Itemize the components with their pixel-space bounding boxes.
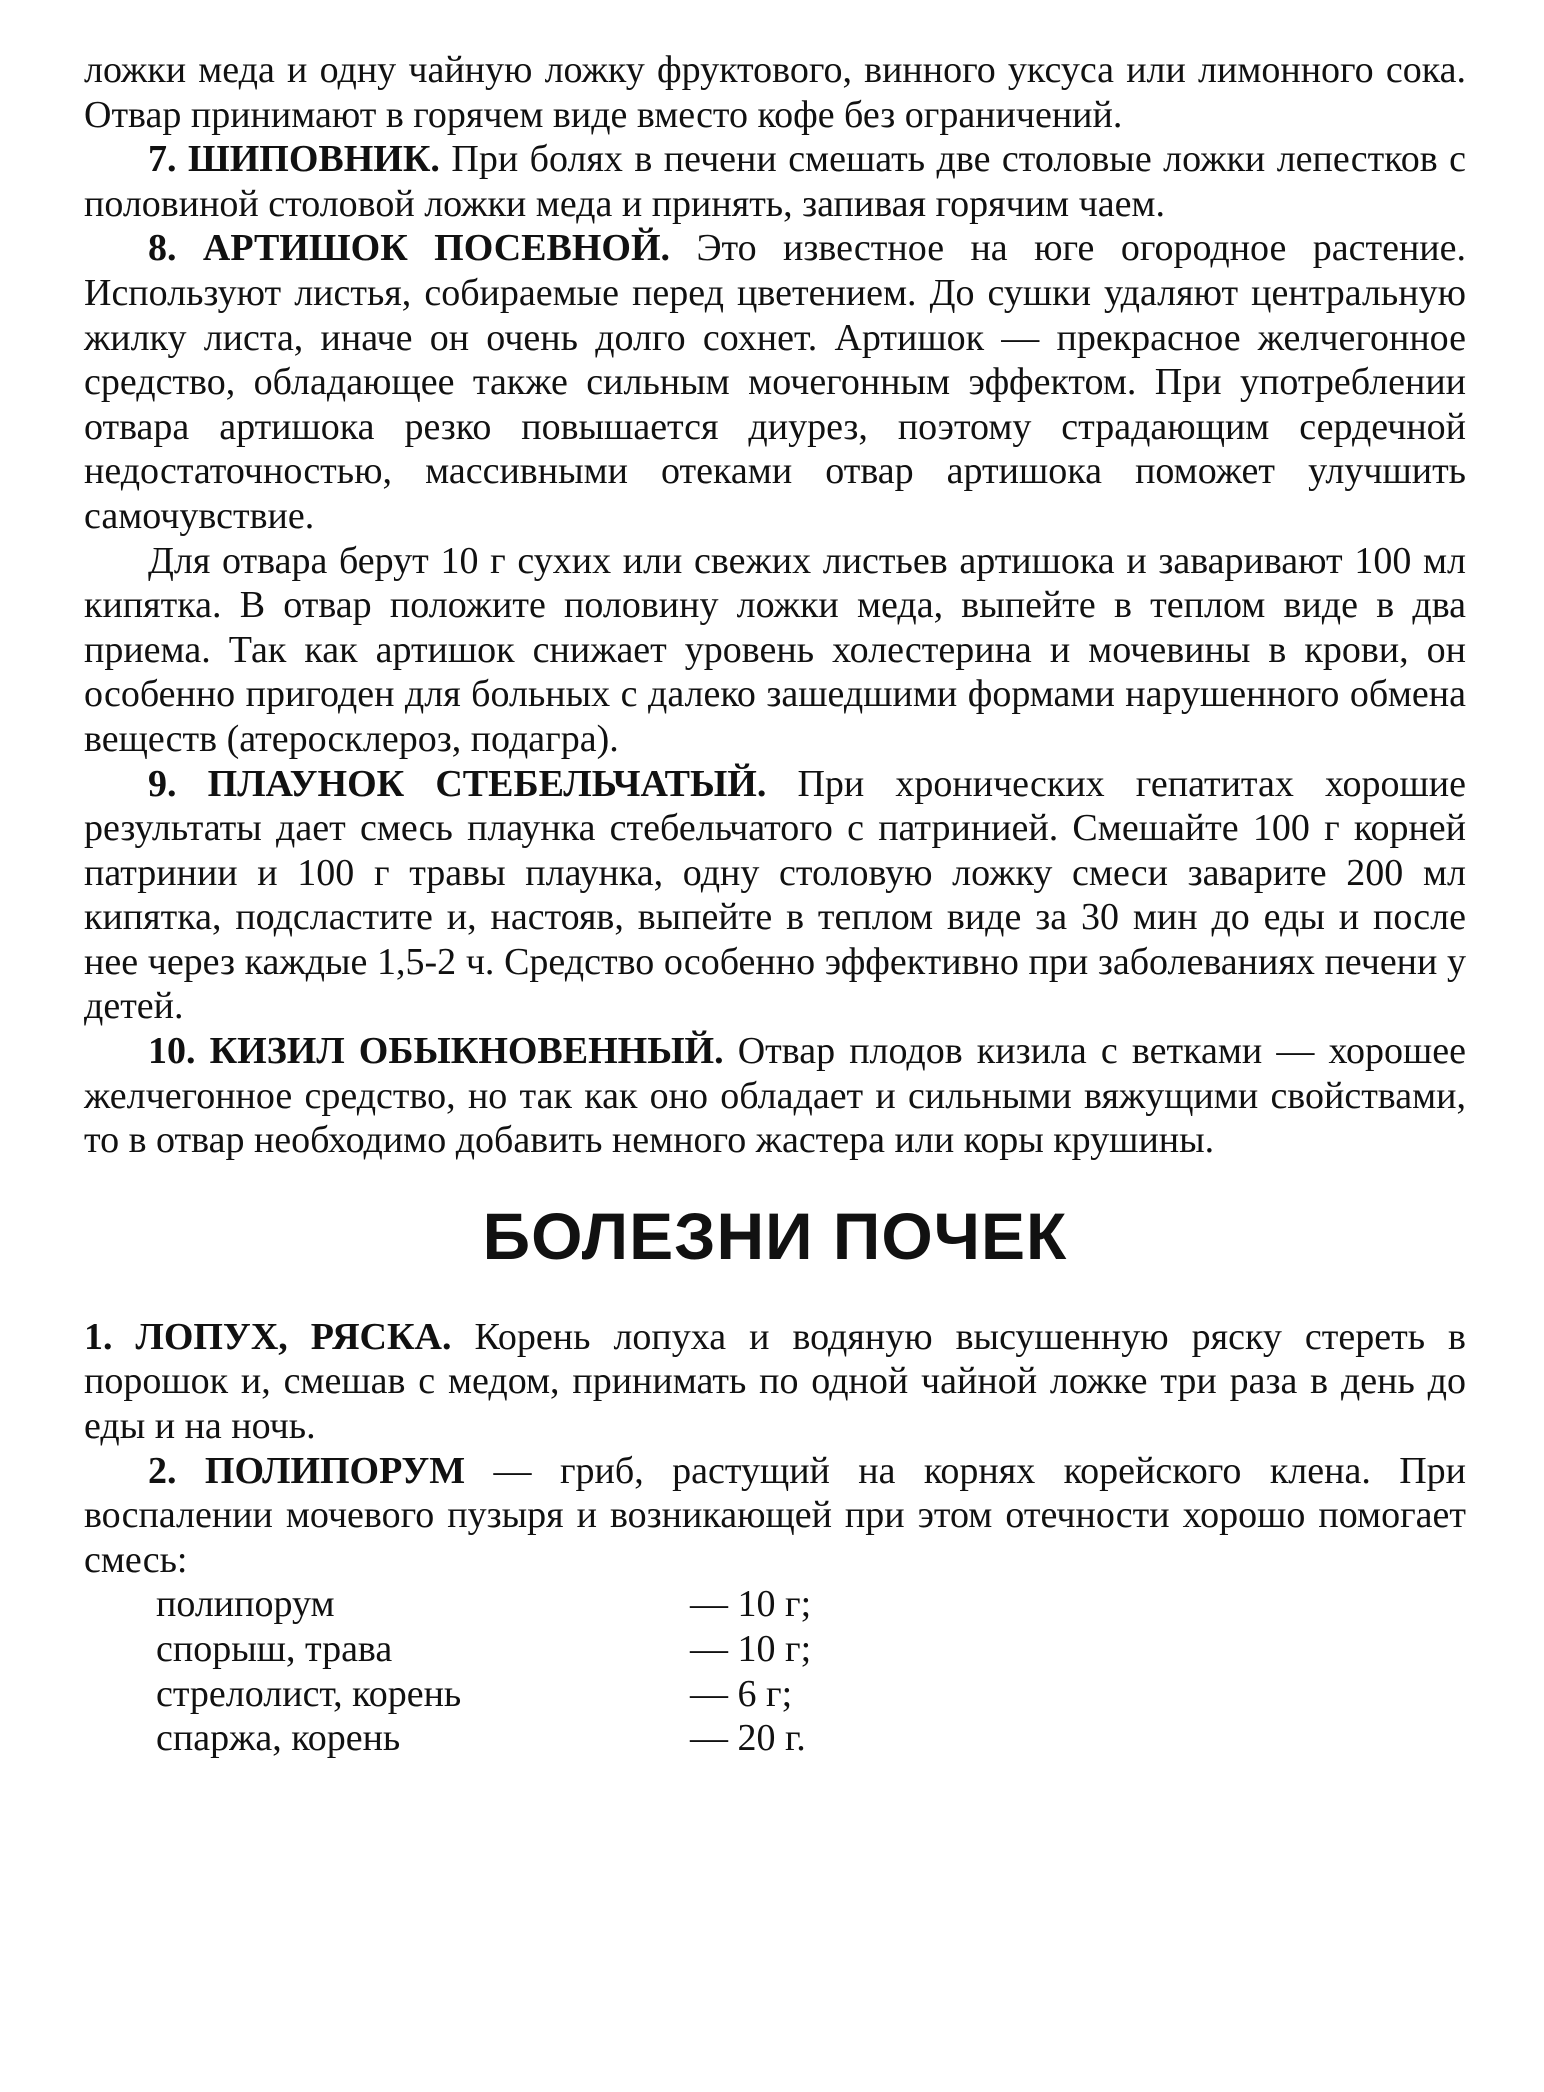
item-title: 7. ШИПОВНИК. [148,138,440,181]
section-heading: БОЛЕЗНИ ПОЧЕК [482,1198,1068,1273]
item-artichoke-decoction [84,539,1466,762]
item-title: 9. ПЛАУНОК СТЕБЕЛЬЧАТЫЙ. [148,762,767,805]
recipe-ingredient: спорыш, трава [156,1628,393,1670]
item-polyporum [84,1449,1466,1583]
item-text: Отвар плодов кизила с ветками — хорошее желчегонное средство, но так как оно обладает и сильными вяжущими свойствами, то в отвар необходимо добавить немного жастера или коры крушины. [84,1030,1466,1162]
item-title: 10. КИЗИЛ ОБЫКНОВЕННЫЙ. [148,1030,724,1073]
item-text: — гриб, растущий на корнях корейского клена. При воспалении мочевого пузыря и возникающей при этом отечности хорошо помогает смесь: [84,1449,1466,1581]
recipe-row [156,1716,876,1761]
recipe-amount: — 6 г; [690,1672,793,1715]
item-text: Это известное на юге огородное растение. Используют листья, собираемые перед цветением. До сушки удаляют центральную жилку листа, иначе он очень долго сохнет. Артишок — прекрасное желчегонное средство, обладающее также сильным мочегонным эффектом. При употреблении отвара артишока резко повышается диурез, поэтому страдающим сердечной недостаточностью, массивными отеками отвар артишока поможет улучшить самочувствие. [84,227,1467,537]
recipe-ingredient: стрелолист, корень [156,1672,462,1715]
recipe-amount: — 10 г; [690,1583,812,1626]
item-text: При хронических гепатитах хорошие результаты дает смесь плаунка стебельчатого с патринией. Смешайте 100 г корней патринии и 100 г травы плаунка, одну столовую ложку смеси заварите 200 мл кипятка, подсластите и, настояв, выпейте в теплом виде за 30 мин до еды и после нее через каждые 1,5-2 ч. Средство особенно эффективно при заболеваниях печени у детей. [84,762,1467,1028]
recipe-ingredient: спаржа, корень [156,1717,401,1760]
item-rosehip [84,137,1466,226]
recipe-row [156,1672,876,1717]
item-burdock [84,1315,1466,1449]
recipe-ingredient: полипорум [156,1583,335,1626]
item-text: Для отвара берут 10 г сухих или свежих листьев артишока и заваривают 100 мл кипятка. В отвар положите половину ложки меда, выпейте в теплом виде в два приема. Так как артишок снижает уровень холестерина и мочевины в крови, он особенно пригоден для больных с далеко зашедшими формами нарушенного обмена веществ (атеросклероз, подагра). [84,539,1466,760]
section-heading-wrap [84,1199,1466,1273]
intro-paragraph: ложки меда и одну чайную ложку фруктового, винного уксуса или лимонного сока. Отвар принимают в горячем виде вместо кофе без ограничений. [84,49,1466,136]
recipe-amount: — 10 г; [690,1628,812,1670]
recipe-row [156,1627,876,1672]
recipe-list [156,1582,876,1760]
item-text: Корень лопуха и водяную высушенную ряску стереть в порошок и, смешав с медом, принимать по одной чайной ложке три раза в день до еды и на ночь. [84,1315,1466,1448]
book-page [84,48,1466,1761]
item-title: 8. АРТИШОК ПОСЕВНОЙ. [148,227,671,270]
item-text: При болях в печени смешать две столовые ложки лепестков с половиной столовой ложки меда и принять, запивая горячим чаем. [84,138,1466,225]
recipe-row [156,1582,876,1627]
item-artichoke [84,226,1466,538]
recipe-amount: — 20 г. [690,1717,806,1760]
item-plaunok [84,762,1466,1030]
item-title: 2. ПОЛИПОРУМ [148,1449,466,1492]
item-dogwood [84,1029,1466,1163]
item-title: 1. ЛОПУХ, РЯСКА. [84,1315,452,1358]
